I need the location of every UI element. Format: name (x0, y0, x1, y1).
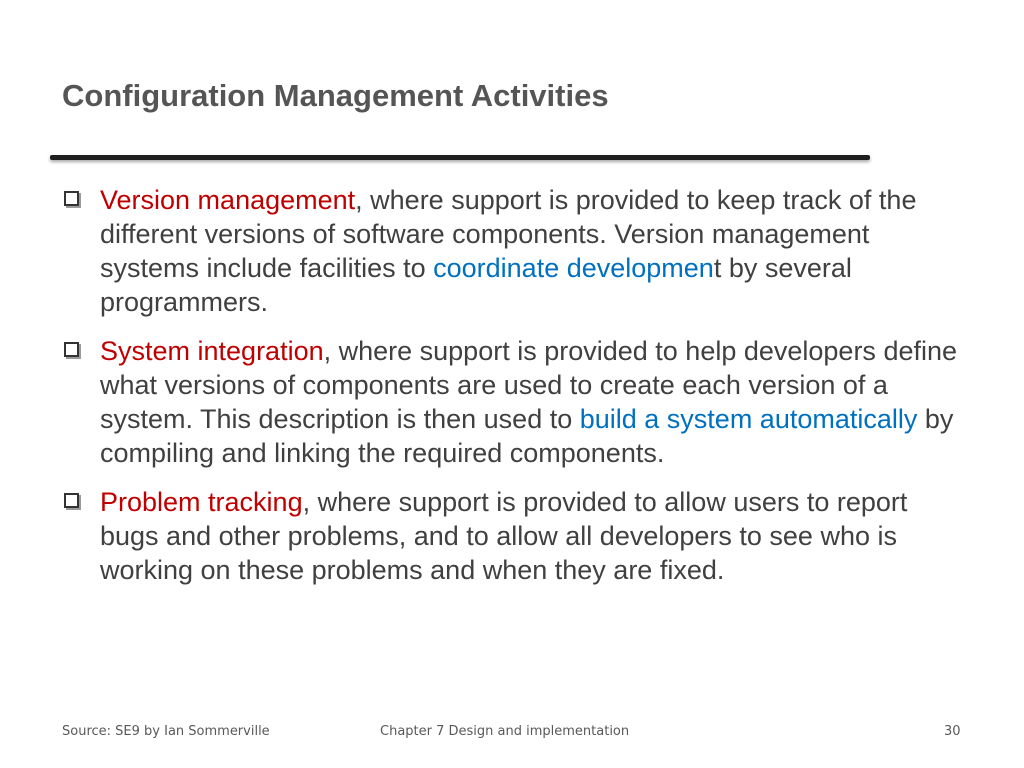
bullet-system-integration (62, 334, 972, 470)
bullet-problem-tracking (62, 485, 972, 587)
footer-chapter: Chapter 7 Design and implementation (380, 724, 630, 739)
bullet-text: , where support is provided to help developers define what versions of components are used to create each version of a system. This description is then used to (100, 336, 958, 434)
page-number: 30 (944, 724, 961, 739)
bullet-text: , where support is provided to allow users to report bugs and other problems, and to allow all developers to see who is working on these problems and when they are fixed. (100, 487, 908, 585)
slide-title: Configuration Management Activities (62, 78, 609, 113)
bullet-term: Version management (100, 185, 356, 215)
bullet-highlight: coordinate developmen (433, 253, 714, 283)
checkbox-bullet-icon (64, 493, 79, 508)
checkbox-bullet-icon (64, 191, 79, 206)
bullet-list (62, 183, 972, 602)
bullet-version-management (62, 183, 972, 319)
bullet-term: System integration (100, 336, 324, 366)
bullet-text-end: t by several programmers. (100, 253, 852, 317)
bullet-term: Problem tracking (100, 487, 303, 517)
bullet-highlight: build a system automatically (579, 404, 918, 434)
title-divider (50, 155, 870, 160)
bullet-text-end: by compiling and linking the required components. (100, 404, 954, 468)
checkbox-bullet-icon (64, 342, 79, 357)
footer-source: Source: SE9 by Ian Sommerville (62, 724, 270, 739)
bullet-text: , where support is provided to keep track of the different versions of software components. Version management systems include facilities to (100, 185, 917, 283)
